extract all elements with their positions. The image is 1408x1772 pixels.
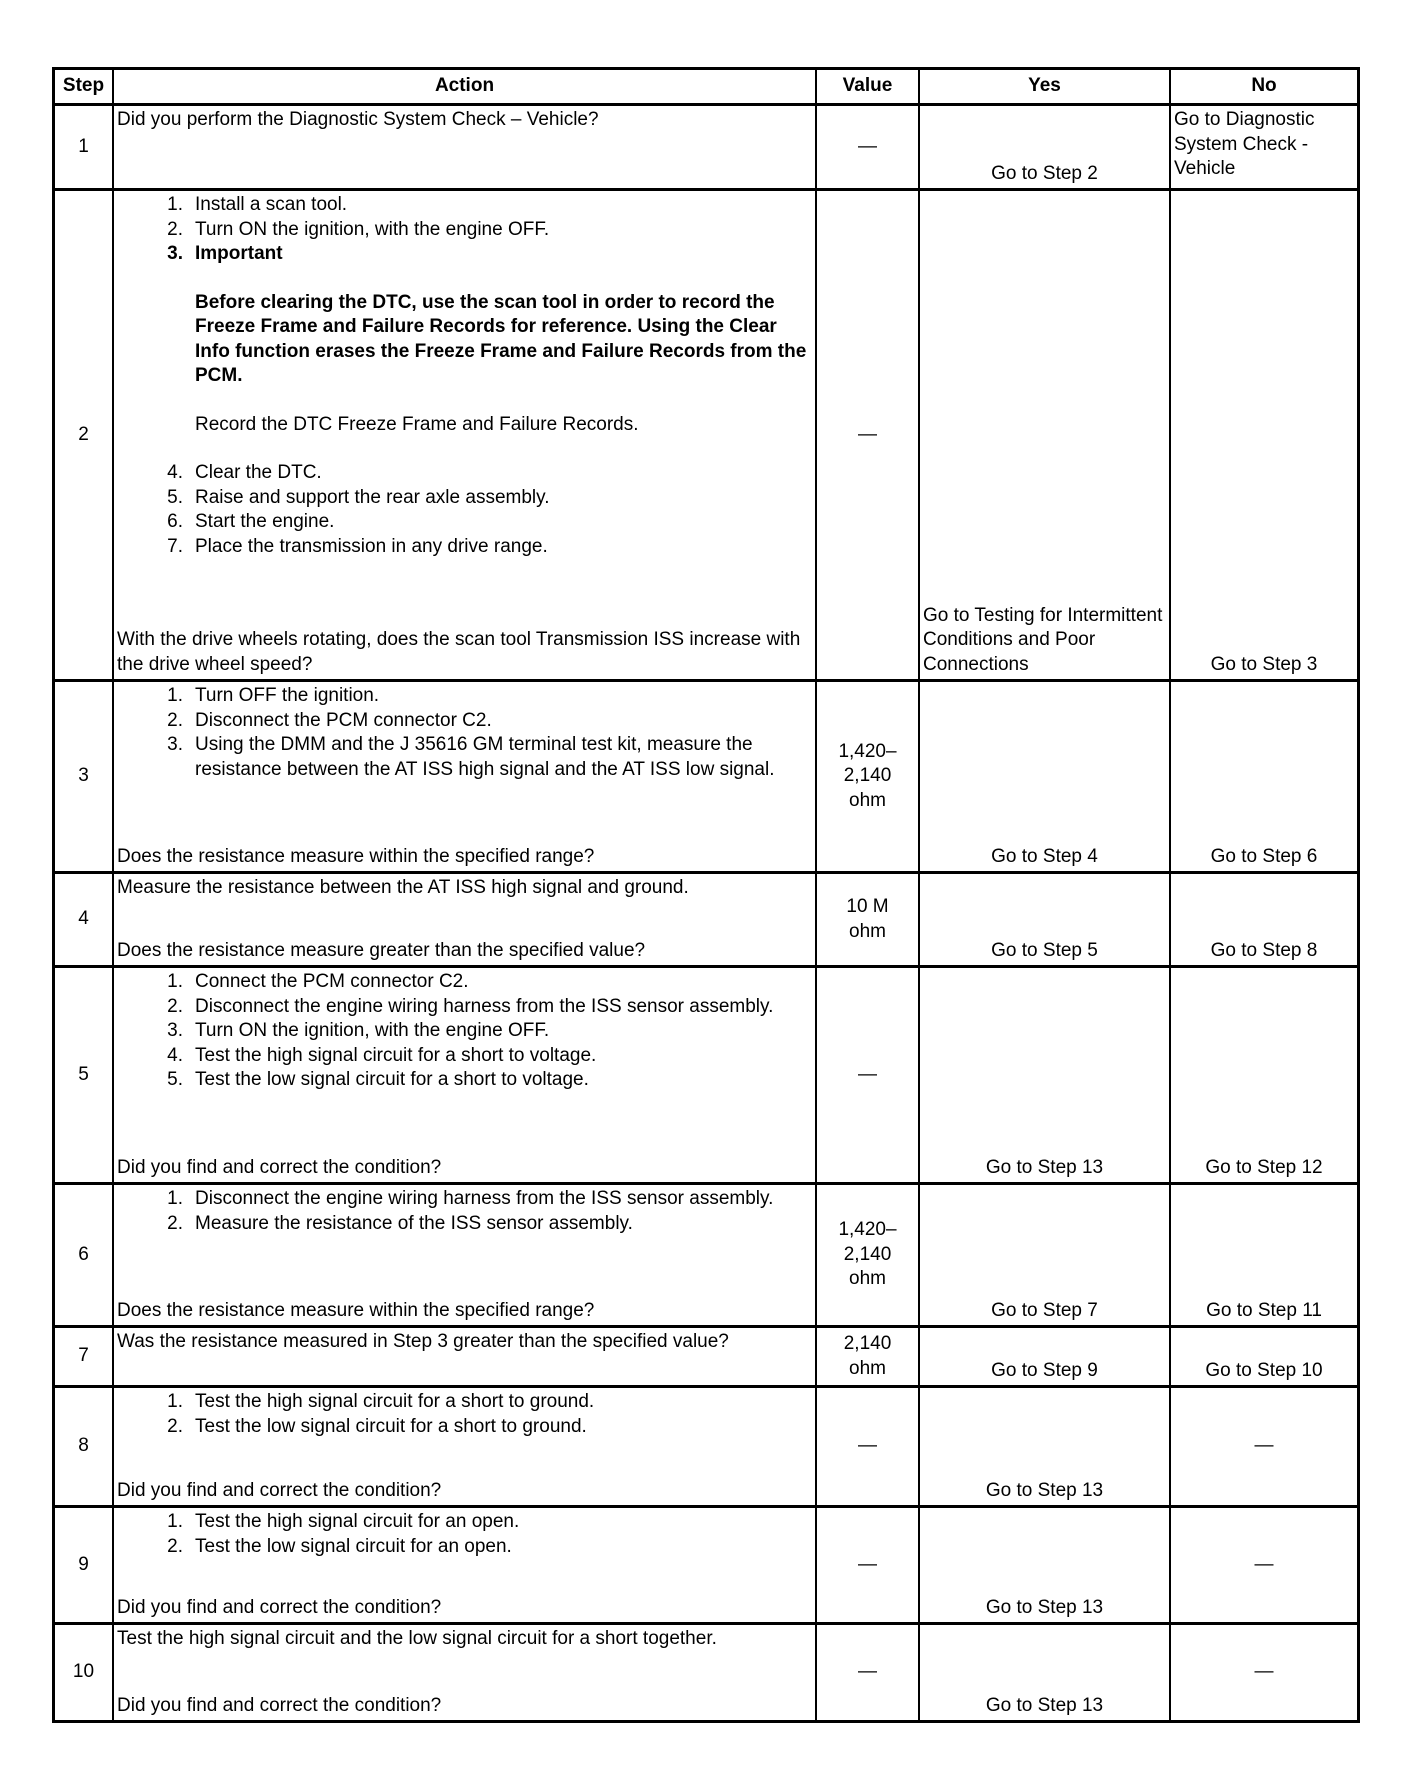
yes-action: Go to Step 2 xyxy=(991,162,1098,184)
table-row xyxy=(55,682,1357,874)
action-content xyxy=(117,1627,812,1652)
no-action: Go to Step 12 xyxy=(1205,1156,1323,1178)
list-number: 1. xyxy=(167,1391,183,1412)
list-item xyxy=(117,1019,812,1044)
yes-cell xyxy=(920,191,1171,679)
list-number: 2. xyxy=(167,709,183,731)
yes-action: Go to Step 4 xyxy=(991,845,1098,867)
value-cell: 1,420– 2,140 ohm xyxy=(817,682,920,871)
table-row xyxy=(55,191,1357,682)
table-row xyxy=(55,1625,1357,1720)
action-question: Does the resistance measure within the specified range? xyxy=(117,845,595,867)
list-number: 2. xyxy=(167,1212,183,1234)
yes-action: Go to Step 13 xyxy=(985,1596,1104,1618)
yes-action: Go to Step 7 xyxy=(991,1299,1098,1321)
no-cell xyxy=(1171,1328,1357,1385)
list-item xyxy=(117,461,812,486)
action-cell xyxy=(114,1328,817,1385)
action-cell xyxy=(114,874,817,965)
yes-action: Go to Step 13 xyxy=(985,1156,1104,1178)
value-cell: — xyxy=(817,1388,920,1505)
list-item xyxy=(117,1187,812,1212)
no-cell xyxy=(1171,874,1357,965)
list-item xyxy=(117,1068,812,1093)
no-action: — xyxy=(1254,1553,1274,1575)
step-number: 3 xyxy=(55,682,114,871)
no-action: Go to Step 3 xyxy=(1210,653,1318,675)
list-item xyxy=(117,193,812,218)
diagnostic-table xyxy=(52,67,1360,1723)
no-action: — xyxy=(1254,1661,1274,1683)
action-content xyxy=(117,1510,812,1559)
list-text: Test the high signal circuit for a short to voltage. xyxy=(195,1044,597,1066)
list-number: 7. xyxy=(167,535,183,557)
list-item xyxy=(117,709,812,734)
action-question: With the drive wheels rotating, does the scan tool Transmission ISS increase with the drive wheel speed? xyxy=(117,629,801,675)
value-cell: — xyxy=(817,968,920,1182)
list-number: 1. xyxy=(167,1511,183,1532)
list-text: Clear the DTC. xyxy=(195,462,322,483)
action-text: Test the high signal circuit and the low signal circuit for a short together. xyxy=(117,1628,717,1649)
list-number: 3. xyxy=(167,1020,183,1041)
list-item xyxy=(117,733,812,782)
table-row xyxy=(55,1185,1357,1328)
value-cell: 10 M ohm xyxy=(817,874,920,965)
spacer xyxy=(117,437,812,461)
action-cell xyxy=(114,1508,817,1622)
action-question: Did you find and correct the condition? xyxy=(117,1694,442,1716)
yes-action: Go to Step 5 xyxy=(991,939,1098,961)
yes-cell xyxy=(920,1388,1171,1505)
yes-action: Go to Step 9 xyxy=(991,1359,1098,1381)
list-number: 4. xyxy=(167,1044,183,1066)
list-item xyxy=(117,1390,812,1415)
step-number: 2 xyxy=(55,191,114,679)
yes-cell xyxy=(920,682,1171,871)
header-yes: Yes xyxy=(920,70,1171,103)
list-number: 1. xyxy=(167,1188,183,1209)
action-content xyxy=(117,970,812,1093)
list-text: Disconnect the engine wiring harness from the ISS sensor assembly. xyxy=(195,995,774,1017)
no-cell xyxy=(1171,968,1357,1182)
header-no: No xyxy=(1251,75,1277,96)
list-text: Test the low signal circuit for a short to ground. xyxy=(195,1415,587,1437)
action-content xyxy=(117,1187,812,1236)
action-text: Measure the resistance between the AT ISS high signal and ground. xyxy=(117,877,689,898)
list-item xyxy=(117,1415,812,1440)
no-action: Go to Step 8 xyxy=(1210,939,1318,961)
no-action: Go to Step 6 xyxy=(1210,845,1318,867)
list-number: 5. xyxy=(167,1069,183,1090)
list-number: 4. xyxy=(167,462,183,483)
value-cell: 1,420– 2,140 ohm xyxy=(817,1185,920,1325)
list-item xyxy=(117,995,812,1020)
no-action: — xyxy=(1254,1435,1274,1457)
action-question: Does the resistance measure greater than the specified value? xyxy=(117,939,646,961)
header-step: Step xyxy=(55,70,114,103)
step-number: 6 xyxy=(55,1185,114,1325)
value-cell: — xyxy=(817,191,920,679)
list-text: Disconnect the engine wiring harness from the ISS sensor assembly. xyxy=(195,1188,774,1209)
table-row xyxy=(55,968,1357,1185)
list-item xyxy=(117,1510,812,1535)
action-content xyxy=(117,684,812,782)
step-number: 10 xyxy=(55,1625,114,1720)
spacer xyxy=(117,389,812,413)
list-item xyxy=(117,486,812,511)
list-text: Test the high signal circuit for an open. xyxy=(195,1511,520,1532)
instruction-text: Record the DTC Freeze Frame and Failure Records. xyxy=(195,413,639,435)
list-text: Start the engine. xyxy=(195,511,335,532)
list-number: 2. xyxy=(167,1415,183,1437)
list-item xyxy=(117,535,812,560)
action-question: Does the resistance measure within the specified range? xyxy=(117,1299,595,1321)
header-value: Value xyxy=(817,70,920,103)
list-number: 2. xyxy=(167,995,183,1017)
yes-action: Go to Testing for Intermittent Conditions and Poor Connections xyxy=(923,604,1163,675)
list-number: 5. xyxy=(167,486,183,508)
table-header xyxy=(55,70,1357,106)
list-item xyxy=(117,510,812,535)
list-text: Test the low signal circuit for a short to voltage. xyxy=(195,1069,589,1090)
list-text: Connect the PCM connector C2. xyxy=(195,971,469,992)
action-cell xyxy=(114,106,817,188)
list-item xyxy=(117,1212,812,1237)
no-cell xyxy=(1171,191,1357,679)
list-number: 2. xyxy=(167,1535,183,1557)
no-cell xyxy=(1171,106,1357,188)
list-number: 2. xyxy=(167,218,183,240)
list-item xyxy=(117,970,812,995)
header-action: Action xyxy=(114,70,817,103)
action-content xyxy=(117,108,812,133)
yes-cell xyxy=(920,1625,1171,1720)
no-cell xyxy=(1171,682,1357,871)
step-number: 8 xyxy=(55,1388,114,1505)
action-question: Did you find and correct the condition? xyxy=(117,1156,442,1178)
list-text: Install a scan tool. xyxy=(195,194,348,215)
table-row xyxy=(55,1328,1357,1388)
list-item xyxy=(117,1535,812,1560)
action-content xyxy=(117,193,812,559)
list-number: 6. xyxy=(167,511,183,532)
action-content xyxy=(117,876,812,901)
table-row xyxy=(55,106,1357,191)
action-content xyxy=(117,1330,812,1355)
value-cell: — xyxy=(817,1625,920,1720)
list-item xyxy=(117,684,812,709)
list-text: Place the transmission in any drive range. xyxy=(195,535,548,557)
yes-cell xyxy=(920,1185,1171,1325)
yes-cell xyxy=(920,874,1171,965)
table-row xyxy=(55,1388,1357,1508)
action-cell xyxy=(114,968,817,1182)
action-content xyxy=(117,1390,812,1439)
yes-action: Go to Step 13 xyxy=(985,1694,1104,1716)
action-cell xyxy=(114,1388,817,1505)
list-number: 1. xyxy=(167,971,183,992)
yes-cell xyxy=(920,968,1171,1182)
yes-action: Go to Step 13 xyxy=(985,1479,1104,1501)
step-number: 7 xyxy=(55,1328,114,1385)
list-item xyxy=(117,218,812,243)
action-cell xyxy=(114,1185,817,1325)
step-number: 5 xyxy=(55,968,114,1182)
action-cell xyxy=(114,191,817,679)
action-text: Did you perform the Diagnostic System Check – Vehicle? xyxy=(117,109,599,130)
no-action: Go to Step 10 xyxy=(1205,1359,1323,1381)
list-item xyxy=(117,242,812,267)
no-cell xyxy=(1171,1625,1357,1720)
action-cell xyxy=(114,682,817,871)
list-text: Important xyxy=(195,243,283,264)
step-number: 9 xyxy=(55,1508,114,1622)
table-row xyxy=(55,1508,1357,1625)
list-item xyxy=(117,1044,812,1069)
list-text: Disconnect the PCM connector C2. xyxy=(195,709,492,731)
list-text: Test the high signal circuit for a short to ground. xyxy=(195,1391,595,1412)
list-number: 1. xyxy=(167,194,183,215)
no-cell xyxy=(1171,1185,1357,1325)
list-text: Turn ON the ignition, with the engine OFF. xyxy=(195,218,550,240)
list-number: 3. xyxy=(167,243,183,264)
action-question: Did you find and correct the condition? xyxy=(117,1479,442,1501)
list-text: Turn OFF the ignition. xyxy=(195,685,380,706)
action-text: Was the resistance measured in Step 3 greater than the specified value? xyxy=(117,1331,729,1352)
value-cell: — xyxy=(817,1508,920,1622)
no-cell xyxy=(1171,1388,1357,1505)
list-text: Using the DMM and the J 35616 GM terminal test kit, measure the resistance between the AT ISS high signal and the AT ISS low signal. xyxy=(195,734,775,780)
action-cell xyxy=(114,1625,817,1720)
list-number: 1. xyxy=(167,685,183,706)
action-question: Did you find and correct the condition? xyxy=(117,1596,442,1618)
no-action: Go to Diagnostic System Check - Vehicle xyxy=(1174,109,1315,179)
step-number: 1 xyxy=(55,106,114,188)
value-cell: — xyxy=(817,106,920,188)
no-cell xyxy=(1171,1508,1357,1622)
yes-cell xyxy=(920,1328,1171,1385)
list-text: Turn ON the ignition, with the engine OFF. xyxy=(195,1020,550,1041)
list-text: Raise and support the rear axle assembly. xyxy=(195,486,550,508)
yes-cell xyxy=(920,1508,1171,1622)
no-action: Go to Step 11 xyxy=(1206,1299,1322,1321)
step-number: 4 xyxy=(55,874,114,965)
list-text: Test the low signal circuit for an open. xyxy=(195,1535,512,1557)
yes-cell xyxy=(920,106,1171,188)
value-cell: 2,140 ohm xyxy=(817,1328,920,1385)
spacer xyxy=(117,267,812,291)
list-text: Measure the resistance of the ISS sensor assembly. xyxy=(195,1212,633,1234)
list-number: 3. xyxy=(167,734,183,755)
important-note: Before clearing the DTC, use the scan tool in order to record the Freeze Frame and Failure Records for reference. Using the Clear Info function erases the Freeze Frame and Failure Records from the PCM. xyxy=(195,291,807,386)
table-row xyxy=(55,874,1357,968)
